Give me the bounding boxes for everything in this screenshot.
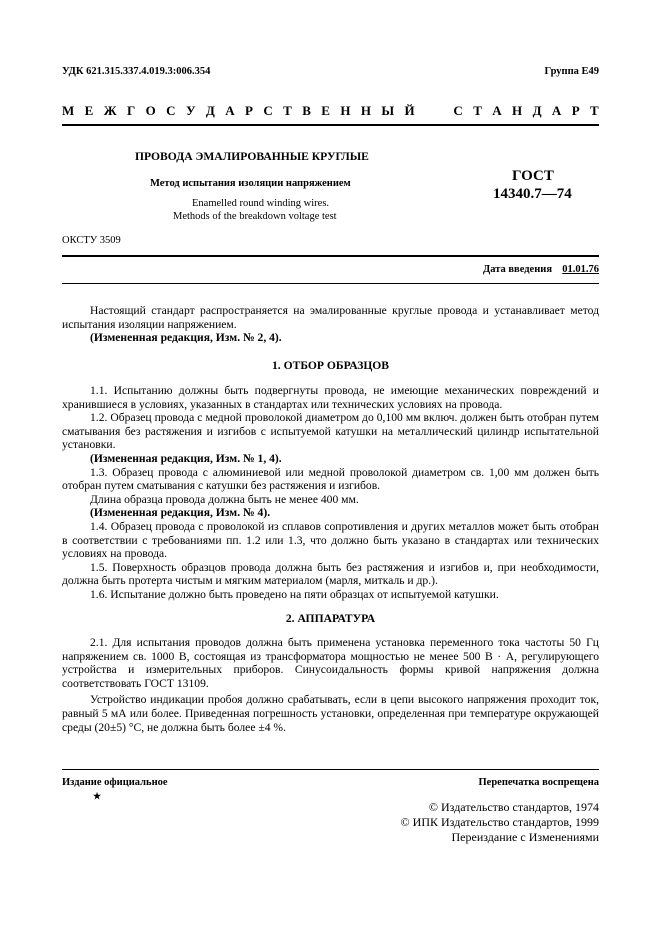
banner-letter: А: [551, 103, 562, 118]
banner-letter: А: [225, 103, 235, 118]
paragraph-1-6: 1.6. Испытание должно быть проведено на пяти образцах от испытуемой катушки.: [90, 587, 499, 601]
standard-banner: [62, 103, 599, 119]
section-2-body: [62, 636, 599, 734]
banner-letter: Ы: [381, 103, 395, 118]
banner-letter: В: [302, 103, 311, 118]
banner-letter: Д: [532, 103, 542, 118]
banner-letter: Г: [126, 103, 136, 118]
banner-letter: О: [145, 103, 156, 118]
banner-letter: Т: [473, 103, 482, 118]
banner-letter: Й: [404, 103, 415, 118]
star-icon: ★: [93, 791, 102, 801]
english-title-line-1: Enamelled round winding wires.: [192, 198, 330, 209]
banner-letter: Н: [340, 103, 351, 118]
paragraph-1-2: 1.2. Образец провода с медной проволокой диаметром до 0,100 мм включ. должен быть отобран путем сматывания без растяжения и изгибов с испытуемой катушки на металлический цилиндр испытательной установки.: [62, 411, 599, 452]
intro-block: [62, 304, 599, 345]
paragraph-1-3: 1.3. Образец провода с алюминиевой или медной проволокой диаметром св. 1,00 мм должен быть отобран путем сматывания с катушки без растяжения и изгибов.: [62, 465, 599, 493]
gost-label: ГОСТ: [512, 168, 554, 184]
banner-letter: М: [62, 103, 75, 118]
section-1-body: [62, 384, 599, 602]
paragraph-2-1-indicator: Устройство индикации пробоя должно срабатывать, если в цепи высокого напряжения проходит ток, равный 5 мА или более. Приведенная погрешность установки, определенная при температуре окружающей среды (20±5) °С, не должна быть более ±4 %.: [62, 693, 599, 734]
okstu-code: ОКСТУ 3509: [62, 235, 121, 246]
edition-note: (Измененная редакция, Изм. № 1, 4).: [90, 451, 282, 465]
banner-letter: Н: [360, 103, 371, 118]
banner-rule: [62, 124, 599, 126]
gost-number: 14340.7—74: [493, 186, 572, 202]
banner-letter: Н: [512, 103, 523, 118]
banner-letter: Д: [205, 103, 215, 118]
reprint-notice: Перепечатка воспрещена: [478, 777, 599, 788]
date-rule: [62, 283, 599, 284]
intro-paragraph: Настоящий стандарт распространяется на эмалированные круглые провода и устанавливает метод испытания изоляции напряжением.: [62, 304, 599, 331]
official-edition: Издание официальное: [62, 777, 168, 788]
banner-letter: Ж: [103, 103, 117, 118]
banner-letter: Е: [84, 103, 94, 118]
banner-letter: С: [263, 103, 273, 118]
group-code: Группа Е49: [544, 66, 599, 77]
method-title: Метод испытания изоляции напряжением: [150, 178, 351, 189]
paragraph-1-1: 1.1. Испытанию должны быть подвергнуты провода, не имеющие механических повреждений и хранившиеся в условиях, указанных в стандартах или технических условиях на провода.: [62, 384, 599, 411]
paragraph-2-1: 2.1. Для испытания проводов должна быть применена установка переменного тока частоты 50 Гц напряжением св. 1000 В, состоящая из трансформатора мощностью не менее 500 В · А, регулирующего устройства и измерительных приборов. Синусоидальность формы кривой напряжения должна соответствовать ГОСТ 13109.: [62, 636, 599, 690]
section-1-heading: 1. ОТБОР ОБРАЗЦОВ: [271, 359, 390, 372]
copyright-1974: © Издательство стандартов, 1974: [428, 800, 599, 814]
paragraph-1-4: 1.4. Образец провода с проволокой из сплавов сопротивления и других металлов может быть отобран в соответствии с требованиями пп. 1.2 или 1.3, что должно быть указано в стандартах или технических условиях на провода.: [62, 519, 599, 561]
banner-letter: С: [453, 103, 463, 118]
copyright-1999: © ИПК Издательство стандартов, 1999: [400, 815, 599, 829]
paragraph-1-3-length: Длина образца провода должна быть не менее 400 мм.: [90, 492, 359, 506]
intro-edition-note: (Измененная редакция, Изм. № 2, 4).: [90, 331, 282, 345]
intro-date-value: 01.01.76: [562, 264, 599, 275]
banner-letter: Т: [283, 103, 292, 118]
banner-letter: Е: [321, 103, 330, 118]
banner-letter: Р: [571, 103, 580, 118]
banner-letter: А: [492, 103, 502, 118]
banner-letter: У: [185, 103, 196, 118]
reissue-note: Переиздание с Изменениями: [451, 830, 599, 844]
section-2-heading: 2. АППАРАТУРА: [285, 612, 376, 625]
edition-note: (Измененная редакция, Изм. № 4).: [90, 506, 271, 520]
banner-letter: Т: [590, 103, 599, 118]
footer-rule: [62, 769, 599, 770]
udk-code: УДК 621.315.337.4.019.3:006.354: [62, 66, 211, 77]
english-title-line-2: Methods of the breakdown voltage test: [173, 211, 337, 222]
intro-date-label: Дата введения: [483, 264, 552, 275]
intro-date: [483, 264, 599, 275]
document-title: ПРОВОДА ЭМАЛИРОВАННЫЕ КРУГЛЫЕ: [135, 150, 369, 163]
title-rule: [62, 255, 599, 257]
banner-letter: Р: [245, 103, 253, 118]
paragraph-1-5: 1.5. Поверхность образцов провода должна быть без растяжения и изгибов и, при необходимости, должна быть протерта чистым и мягким материалом (марля, миткаль и др.).: [62, 560, 599, 588]
banner-letter: С: [166, 103, 176, 118]
